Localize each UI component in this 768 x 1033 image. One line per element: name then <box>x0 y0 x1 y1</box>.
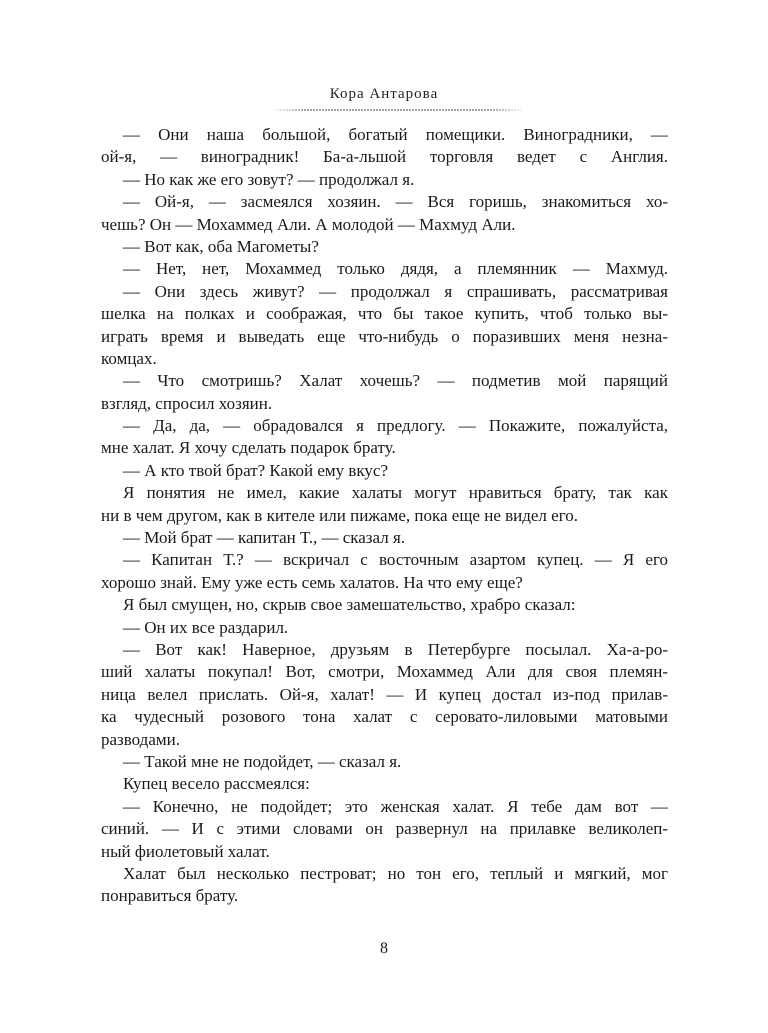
text-line: ший халаты покупал! Вот, смотри, Мохаммед Али для своя племян- <box>101 662 668 682</box>
text-line: — Ой-я, — засмеялся хозяин. — Вся горишь, знакомиться хо- <box>123 192 668 212</box>
text-line: разводами. <box>101 729 180 749</box>
text-line: комцах. <box>101 348 157 368</box>
header-decorative-rule <box>274 109 522 111</box>
body-text <box>101 124 668 908</box>
text-line: хорошо знай. Ему уже есть семь халатов. На что ему еще? <box>101 572 523 592</box>
text-line: синий. — И с этими словами он развернул на прилавке великолеп- <box>101 819 668 839</box>
text-line: — Конечно, не подойдет; это женская халат. Я тебе дам вот — <box>123 796 668 816</box>
text-line: — Они наша большой, богатый помещики. Виноградники, — <box>123 125 668 144</box>
text-line: мне халат. Я хочу сделать подарок брату. <box>101 438 396 458</box>
text-line: — Они здесь живут? — продолжал я спрашивать, рассматривая <box>123 281 668 301</box>
text-line: — Он их все раздарил. <box>123 617 289 637</box>
text-line: — Вот как! Наверное, друзьям в Петербурге посылал. Ха-а-ро- <box>123 639 668 659</box>
text-line: — Нет, нет, Мохаммед только дядя, а племянник — Махмуд. <box>123 259 668 279</box>
text-line: — А кто твой брат? Какой ему вкус? <box>123 460 389 480</box>
text-line: понравиться брату. <box>101 886 239 906</box>
text-line: — Да, да, — обрадовался я предлогу. — Покажите, пожалуйста, <box>123 416 668 436</box>
text-line: Халат был несколько пестроват; но тон его, теплый и мягкий, мог <box>123 863 668 883</box>
text-line: — Вот как, оба Магометы? <box>123 236 319 256</box>
text-line: ница велел прислать. Ой-я, халат! — И купец достал из-под прилав- <box>101 684 668 704</box>
text-line: ой-я, — виноградник! Ба-а-льшой торговля ведет с Англия. <box>101 147 668 167</box>
page-number: 8 <box>380 940 388 957</box>
text-line: играть время и выведать еще что-нибудь о поразивших меня незна- <box>101 326 668 346</box>
text-line: — Такой мне не подойдет, — сказал я. <box>123 751 402 771</box>
text-line: Купец весело рассмеялся: <box>123 774 310 794</box>
text-line: — Но как же его зовут? — продолжал я. <box>123 169 415 189</box>
text-line: — Капитан Т.? — вскричал с восточным азартом купец. — Я его <box>123 550 668 570</box>
text-line: ка чудесный розового тона халат с серовато-лиловыми матовыми <box>101 707 668 727</box>
text-line: Я был смущен, но, скрыв свое замешательство, храбро сказал: <box>123 595 576 615</box>
text-line: шелка на полках и соображая, что бы такое купить, чтоб только вы- <box>101 304 668 324</box>
running-head-author: Кора Антарова <box>329 86 439 102</box>
text-line: чешь? Он — Мохаммед Али. А молодой — Махмуд Али. <box>101 214 516 234</box>
text-line: ни в чем другом, как в кителе или пижаме, пока еще не видел его. <box>101 505 579 525</box>
text-line: — Что смотришь? Халат хочешь? — подметив мой парящий <box>123 371 668 391</box>
text-line: — Мой брат — капитан Т., — сказал я. <box>123 528 406 548</box>
text-line: ный фиолетовый халат. <box>101 841 270 861</box>
text-line: Я понятия не имел, какие халаты могут нравиться брату, так как <box>123 483 668 503</box>
text-line: взгляд, спросил хозяин. <box>101 393 273 413</box>
